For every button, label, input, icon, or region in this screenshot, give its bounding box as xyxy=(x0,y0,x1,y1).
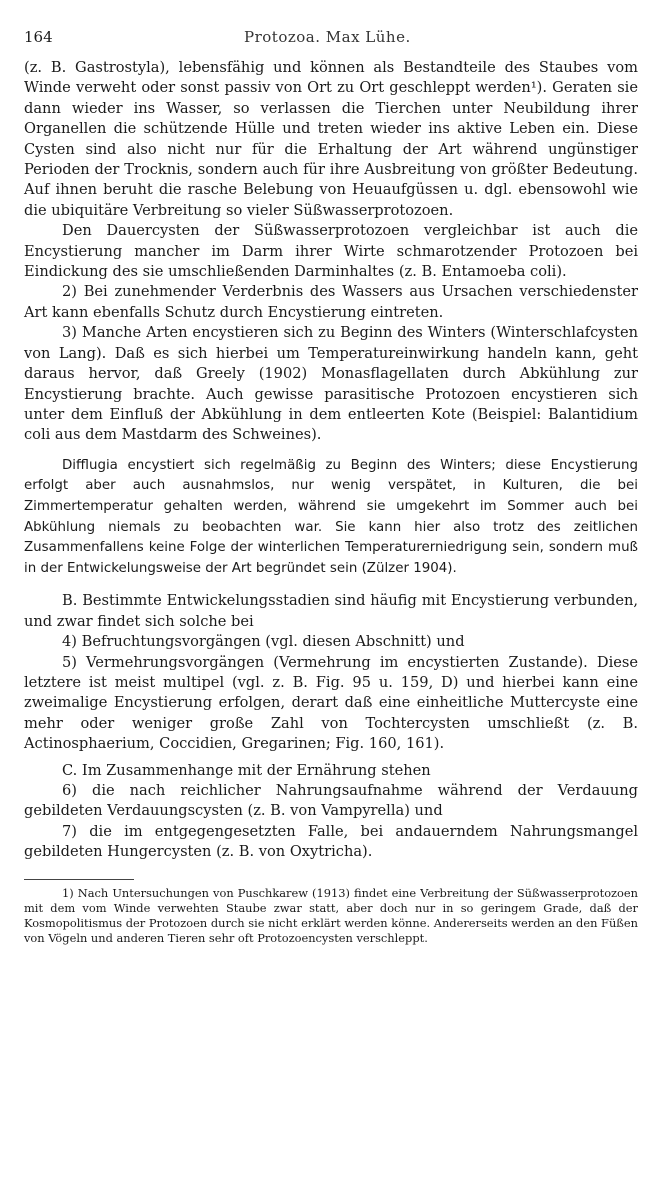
footnote xyxy=(24,886,638,947)
footnote-divider xyxy=(24,879,134,880)
main-text xyxy=(24,58,638,446)
paragraph-item-3: 3) Manche Arten encystieren sich zu Beginn des Winters (Winterschlafcysten von Lang). Daß es sich hierbei um Temperatureinwirkung handeln kann, geht daraus hervor, daß Greely (1902) Monasflagellaten durch Abkühlung zur Encystierung brachte. Auch gewisse parasitische Protozoen encystieren sich unter dem Einfluß der Abkühlung in dem entleerten Kote (Beispiel: Balantidium coli aus dem Mastdarm des Schweines). xyxy=(24,324,638,444)
running-title: Protozoa. Max Lühe. xyxy=(244,28,411,46)
paragraph-item-5: 5) Vermehrungsvorgängen (Vermehrung im encystierten Zustande). Diese letztere ist meist multipel (vgl. z. B. Fig. 95 u. 159, D) und hierbei kann eine zweimalige Encystierung erfolgen, derart daß eine einheitliche Muttercyste eine mehr oder weniger große Zahl von Tochtercysten umschließt (z. B. Actinosphaerium, Coccidien, Gregarinen; Fig. 160, 161). xyxy=(24,653,638,753)
paragraph-item-2: 2) Bei zunehmender Verderbnis des Wassers aus Ursachen verschiedenster Art kann ebenfalls Schutz durch Encystierung eintreten. xyxy=(24,283,638,321)
difflugia-note: Difflugia encystiert sich regelmäßig zu Beginn des Winters; diese Encystierung erfolgt aber auch ausnahmslos, nur wenig verspätet, in Kulturen, die bei Zimmertemperatur gehalten werden, während sie umgekehrt im Sommer auch bei Abkühlung niemals zu beobachten war. Sie kann hier also trotz des zeitlichen Zusammenfallens keine Folge der winterlichen Temperaturerniedrigung sein, sondern muß in der Entwickelungsweise der Art begründet sein (Zülzer 1904). xyxy=(24,457,638,576)
footnote-text: 1) Nach Untersuchungen von Puschkarew (1913) findet eine Verbreitung der Süßwasserprotozoen mit dem vom Winde verwehten Staube zwar statt, aber doch nur in so geringem Grade, daß der Kosmopolitismus der Protozoen durch sie nicht erklärt werden könne. Andererseits werden an den Füßen von Vögeln und anderen Tieren sehr oft Protozoencysten verschleppt. xyxy=(24,885,638,946)
main-text-continued xyxy=(24,591,638,862)
paragraph-intestinal-cysts: Den Dauercysten der Süßwasserprotozoen vergleichbar ist auch die Encystierung mancher im Darm ihrer Wirte schmarotzender Protozoen bei Eindickung des sie umschließenden Darminhaltes (z. B. Entamoeba coli). xyxy=(24,222,638,281)
paragraph-section-c: C. Im Zusammenhange mit der Ernährung stehen xyxy=(62,761,431,779)
paragraph-cyst-dispersal: (z. B. Gastrostyla), lebensfähig und können als Bestandteile des Staubes vom Winde verweht oder sonst passiv von Ort zu Ort geschleppt werden¹). Geraten sie dann wieder ins Wasser, so verlassen die Tierchen unter Neubildung ihrer Organellen die schützende Hülle und treten wieder ins aktive Leben ein. Diese Cysten sind also nicht nur für die Erhaltung der Art während ungünstiger Perioden der Trocknis, sondern auch für ihre Ausbreitung von größter Bedeutung. Auf ihnen beruht die rasche Belebung von Heuaufgüssen u. dgl. ebensowohl wie die ubiquitäre Verbreitung so vieler Süßwasserprotozoen. xyxy=(24,59,638,219)
paragraph-item-4: 4) Befruchtungsvorgängen (vgl. diesen Abschnitt) und xyxy=(62,633,465,651)
paragraph-item-6: 6) die nach reichlicher Nahrungsaufnahme während der Verdauung gebildeten Verdauungscysten (z. B. von Vampyrella) und xyxy=(24,781,638,820)
small-print-note xyxy=(24,456,638,580)
paragraph-item-7: 7) die im entgegengesetzten Falle, bei andauerndem Nahrungsmangel gebildeten Hungercysten (z. B. von Oxytricha). xyxy=(24,822,638,861)
page-number: 164 xyxy=(24,28,53,46)
page-header xyxy=(24,28,638,58)
paragraph-section-b: B. Bestimmte Entwickelungsstadien sind häufig mit Encystierung verbunden, und zwar findet sich solche bei xyxy=(24,592,638,630)
